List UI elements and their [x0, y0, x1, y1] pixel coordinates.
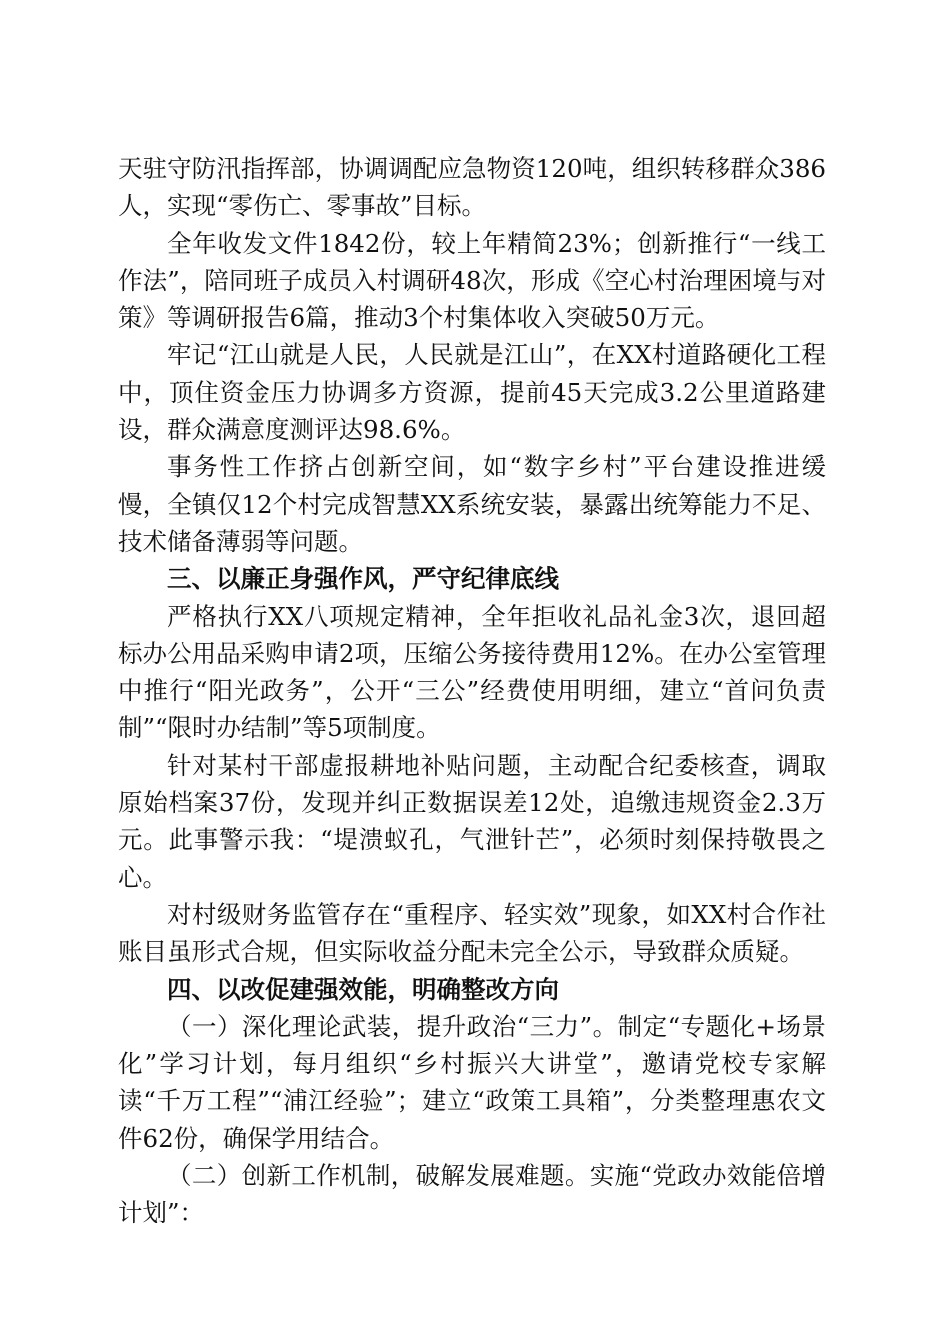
- paragraph-document-handling: 全年收发文件1842份，较上年精简23%；创新推行“一线工作法”，陪同班子成员入村调研48次，形成《空心村治理困境与对策》等调研报告6篇，推动3个村集体收入突破50万元。: [118, 228, 826, 333]
- paragraph-theory-study: （一）深化理论武装，提升政治“三力”。制定“专题化+场景化”学习计划，每月组织“乡村振兴大讲堂”，邀请党校专家解读“千万工程”“浦江经验”；建立“政策工具箱”，分类整理惠农文件62份，确保学用结合。: [118, 1011, 826, 1153]
- paragraph-subsidy-audit: 针对某村干部虚报耕地补贴问题，主动配合纪委核查，调取原始档案37份，发现并纠正数据误差12处，追缴违规资金2.3万元。此事警示我：“堤溃蚁孔，气泄针芒”，必须时刻保持敬畏之心。: [118, 750, 826, 892]
- paragraph-road-construction: 牢记“江山就是人民，人民就是江山”，在XX村道路硬化工程中，顶住资金压力协调多方资源，提前45天完成3.2公里道路建设，群众满意度测评达98.6%。: [118, 340, 826, 445]
- paragraph-work-mechanism: （二）创新工作机制，破解发展难题。实施“党政办效能倍增计划”：: [118, 1161, 826, 1228]
- section-heading-four: 四、以改促建强效能，明确整改方向: [167, 974, 559, 1004]
- document-page: [118, 150, 826, 1232]
- section-heading-three: 三、以廉正身强作风，严守纪律底线: [167, 564, 559, 594]
- paragraph-digital-village-issue: 事务性工作挤占创新空间，如“数字乡村”平台建设推进缓慢，全镇仅12个村完成智慧XX系统安装，暴露出统筹能力不足、技术储备薄弱等问题。: [118, 452, 826, 556]
- paragraph-finance-supervision: 对村级财务监管存在“重程序、轻实效”现象，如XX村合作社账目虽形式合规，但实际收益分配未完全公示，导致群众质疑。: [118, 899, 826, 967]
- paragraph-integrity-rules: 严格执行XX八项规定精神，全年拒收礼品礼金3次，退回超标办公用品采购申请2项，压缩公务接待费用12%。在办公室管理中推行“阳光政务”，公开“三公”经费使用明细，建立“首问负责制”“限时办结制”等5项制度。: [118, 601, 826, 743]
- paragraph-flood-control: 天驻守防汛指挥部，协调调配应急物资120吨，组织转移群众386人，实现“零伤亡、零事故”目标。: [118, 154, 826, 221]
